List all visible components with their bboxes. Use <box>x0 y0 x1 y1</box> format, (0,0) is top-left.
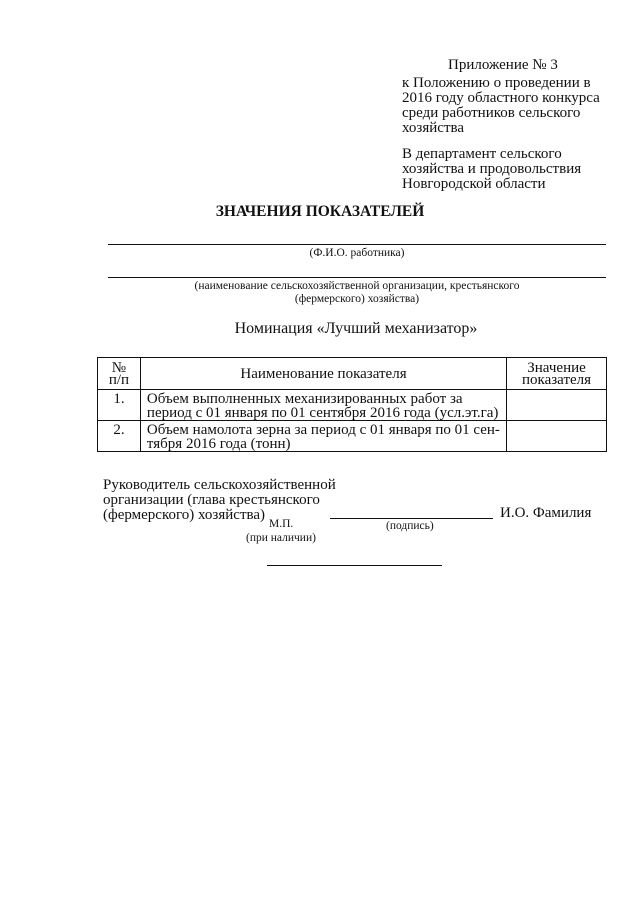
table-header-row <box>98 358 607 390</box>
row-indicator-name <box>140 421 506 452</box>
nomination: Номинация «Лучший механизатор» <box>234 320 478 337</box>
signatory-name: И.О. Фамилия <box>500 505 592 521</box>
worker-name-line <box>108 244 606 245</box>
table-row <box>98 421 607 452</box>
worker-name-caption: (Ф.И.О. работника) <box>309 247 405 259</box>
organization-line <box>108 277 606 278</box>
header-indicator-name: Наименование показателя <box>140 358 506 390</box>
appendix-title: Приложение № 3 <box>448 57 558 73</box>
indicators-table <box>97 357 607 452</box>
signatory-role <box>103 478 343 523</box>
header-indicator-value <box>507 358 607 390</box>
signatory-role-line: организации (глава крестьянского <box>103 492 320 508</box>
header-number <box>98 358 141 390</box>
appendix-line: хозяйства <box>402 120 465 136</box>
signature-caption: (подпись) <box>386 520 434 532</box>
appendix-line: среди работников сельского <box>402 105 581 121</box>
appendix-reference <box>402 76 632 136</box>
signatory-role-line: Руководитель сельскохозяйственной <box>103 477 336 493</box>
row-number: 2. <box>98 421 141 452</box>
addressee-line: Новгородской области <box>402 176 546 192</box>
organization-caption <box>108 280 606 306</box>
row-name-line: период с 01 января по 01 сентября 2016 года (усл.эт.га) <box>146 405 499 421</box>
stamp-note: (при наличии) <box>246 532 316 544</box>
stamp-label: М.П. <box>269 518 294 530</box>
row-indicator-name <box>140 390 506 421</box>
row-name-line: Объем намолота зерна за период с 01 января по 01 сен- <box>146 422 500 438</box>
row-name-line: Объем выполненных механизированных работ за <box>146 391 463 407</box>
row-number: 1. <box>98 390 141 421</box>
signatory-role-line: (фермерского) хозяйства) <box>103 507 266 523</box>
organization-caption-line: (наименование сельскохозяйственной организации, крестьянского <box>194 280 520 292</box>
header-number-line: п/п <box>108 371 130 388</box>
header-value-line: Значение <box>527 359 586 376</box>
signature-line <box>330 518 493 519</box>
table-row <box>98 390 607 421</box>
row-name-line: тября 2016 года (тонн) <box>146 436 291 452</box>
header-number-line: № <box>111 359 127 376</box>
addressee <box>402 147 632 192</box>
addressee-line: хозяйства и продовольствия <box>402 161 582 177</box>
organization-caption-line: (фермерского) хозяйства) <box>294 293 420 305</box>
header-value-line: показателя <box>522 371 592 388</box>
document-title: ЗНАЧЕНИЯ ПОКАЗАТЕЛЕЙ <box>215 203 425 220</box>
addressee-line: В департамент сельского <box>402 146 562 162</box>
row-indicator-value[interactable] <box>507 421 607 452</box>
row-indicator-value[interactable] <box>507 390 607 421</box>
bottom-line <box>267 565 442 566</box>
appendix-line: 2016 году областного конкурса <box>402 90 600 106</box>
appendix-line: к Положению о проведении в <box>402 75 591 91</box>
